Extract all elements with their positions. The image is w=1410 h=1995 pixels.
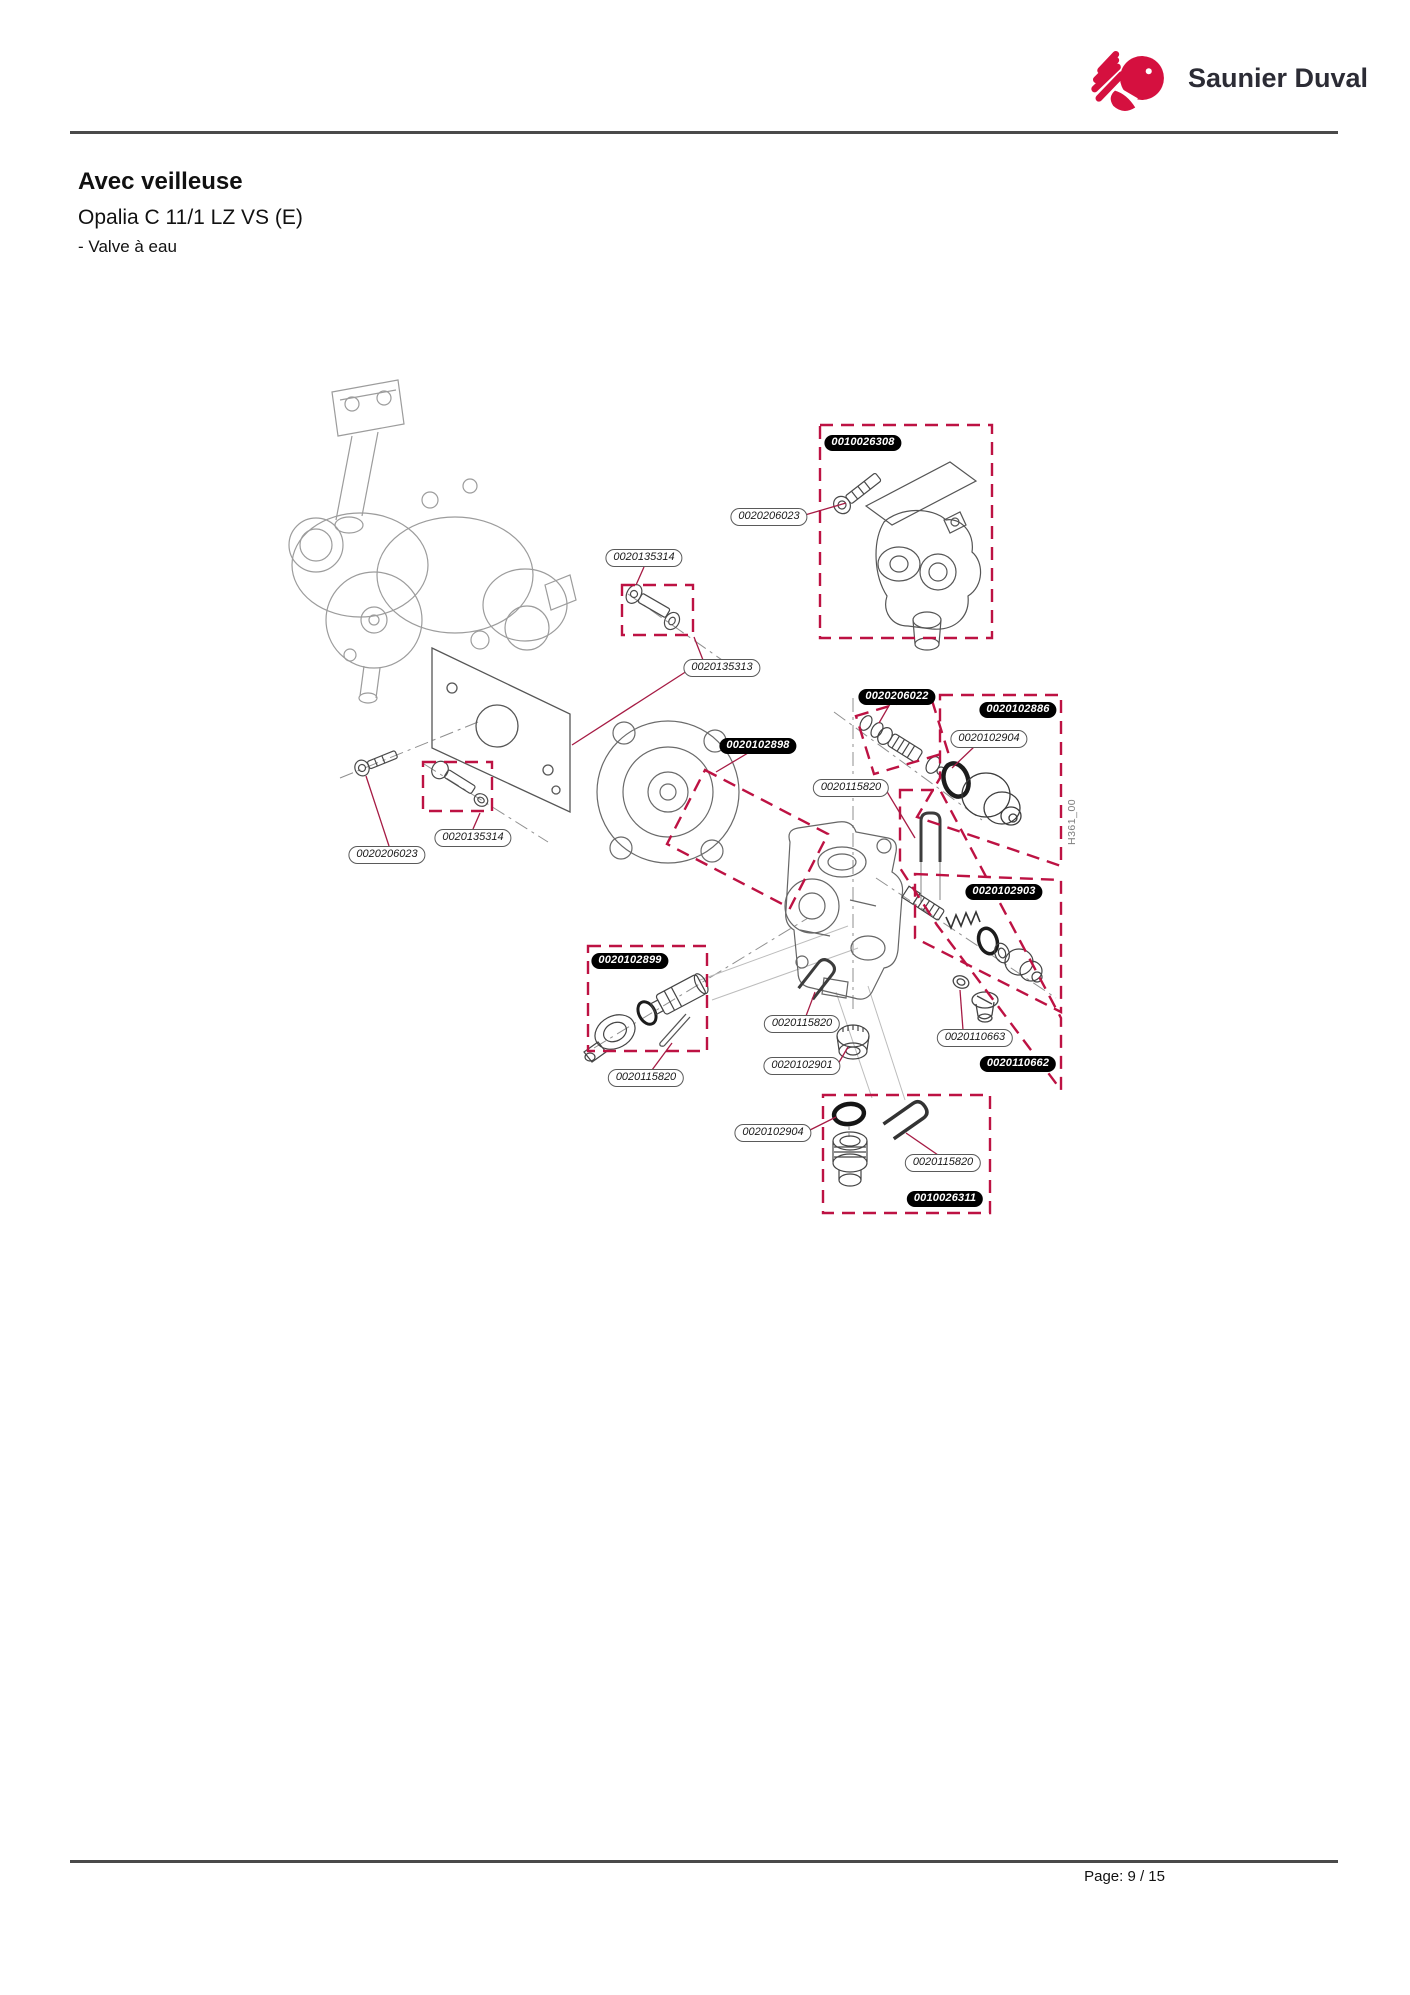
part-label-0020135314: 0020135314 [605,549,682,567]
part-label-0020115820: 0020115820 [905,1154,981,1172]
adapter-26311-drawing [833,1099,930,1186]
page-number: Page: 9 / 15 [1084,1868,1165,1885]
footer-divider [70,1860,1338,1863]
part-label-0020102901: 0020102901 [763,1057,840,1075]
part-label-0020102886: 0020102886 [979,702,1056,718]
part-label-0020115820: 0020115820 [764,1015,840,1033]
connector-102886-drawing [962,773,1021,825]
figure-reference: H361_00 [1066,798,1078,845]
microswitch-102899-drawing [584,972,711,1062]
part-label-0010026308: 0010026308 [824,435,901,451]
part-label-0020206023: 0020206023 [348,846,425,864]
part-label-0020206023: 0020206023 [730,508,807,526]
part-label-0020102898: 0020102898 [719,738,796,754]
mounting-plate-drawing [432,648,570,812]
component-name: - Valve à eau [78,237,177,256]
part-label-0020102904: 0020102904 [734,1124,811,1142]
cartridge-206022-drawing [858,714,945,776]
pilot-valve-assembly-drawing [866,462,981,650]
part-label-0020102899: 0020102899 [591,953,668,969]
part-label-0020102904: 0020102904 [950,730,1027,748]
part-label-0020135314: 0020135314 [434,829,511,847]
part-label-0020135313: 0020135313 [683,659,760,677]
part-label-0010026311: 0010026311 [907,1191,983,1207]
brand-name: Saunier Duval [1188,63,1369,93]
part-label-0020110663: 0020110663 [937,1029,1013,1047]
part-label-0020102903: 0020102903 [965,884,1042,900]
dashed-group-boxes [423,425,1061,1213]
part-label-0020110662: 0020110662 [980,1056,1056,1072]
part-label-0020115820: 0020115820 [608,1069,684,1087]
page-title: Avec veilleuse [78,168,243,195]
part-label-0020206022: 0020206022 [858,689,935,705]
model-name: Opalia C 11/1 LZ VS (E) [78,206,303,229]
part-label-0020115820: 0020115820 [813,779,889,797]
cartridge-102903-drawing [902,886,1042,982]
water-valve-body-drawing [785,822,903,999]
u-clip-1-drawing [921,813,940,902]
